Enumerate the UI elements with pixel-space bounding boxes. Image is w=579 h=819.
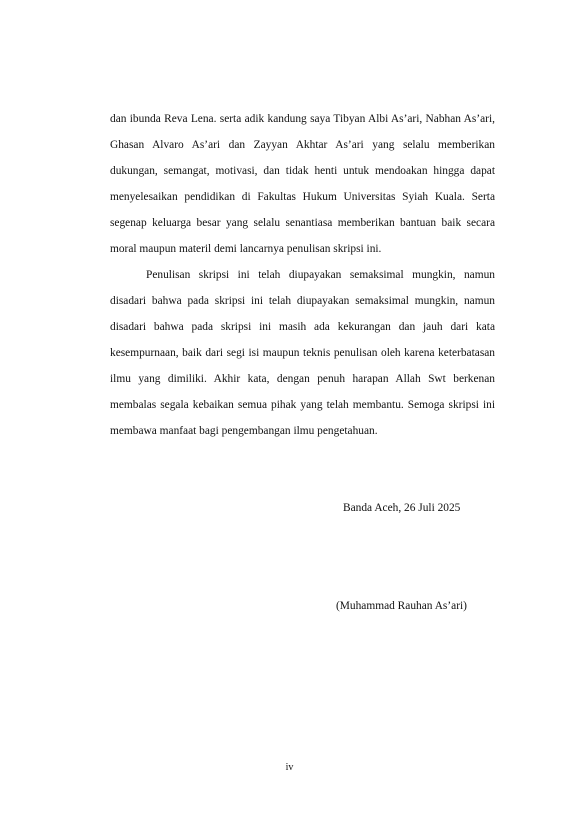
text-line: menyelesaikan pendidikan di Fakultas Hukum Universitas Syiah Kuala. Serta [110, 191, 495, 203]
text-line: membalas segala kebaikan semua pihak yang telah membantu. Semoga skripsi ini [110, 399, 495, 411]
text-line: disadari bahwa pada skripsi ini masih ada kekurangan dan jauh dari kata [110, 321, 495, 333]
text-line: dukungan, semangat, motivasi, dan tidak henti untuk mendoakan hingga dapat [110, 165, 495, 177]
text-line: segenap keluarga besar yang selalu senantiasa memberikan bantuan baik secara [110, 217, 495, 229]
text-line: dan ibunda Reva Lena. serta adik kandung saya Tibyan Albi As’ari, Nabhan As’ari, [110, 113, 495, 125]
text-line: membawa manfaat bagi pengembangan ilmu pengetahuan. [110, 425, 378, 437]
text-line: disadari bahwa pada skripsi ini telah diupayakan semaksimal mungkin, namun [110, 295, 495, 307]
paragraph-closing-remarks [110, 262, 495, 444]
paragraph-acknowledgement-family [110, 106, 495, 262]
text-line: ilmu yang dimiliki. Akhir kata, dengan penuh harapan Allah Swt berkenan [110, 373, 495, 385]
text-line: moral maupun materil demi lancarnya penulisan skripsi ini. [110, 243, 382, 255]
text-line: Ghasan Alvaro As’ari dan Zayyan Akhtar As’ari yang selalu memberikan [110, 139, 495, 151]
author-signature-name: (Muhammad Rauhan As’ari) [336, 600, 467, 612]
body-text [110, 106, 495, 444]
text-line: Penulisan skripsi ini telah diupayakan semaksimal mungkin, namun [146, 269, 495, 281]
text-line: kesempurnaan, baik dari segi isi maupun teknis penulisan oleh karena keterbatasan [110, 347, 495, 359]
page-number: iv [285, 762, 294, 773]
place-and-date: Banda Aceh, 26 Juli 2025 [343, 502, 461, 514]
